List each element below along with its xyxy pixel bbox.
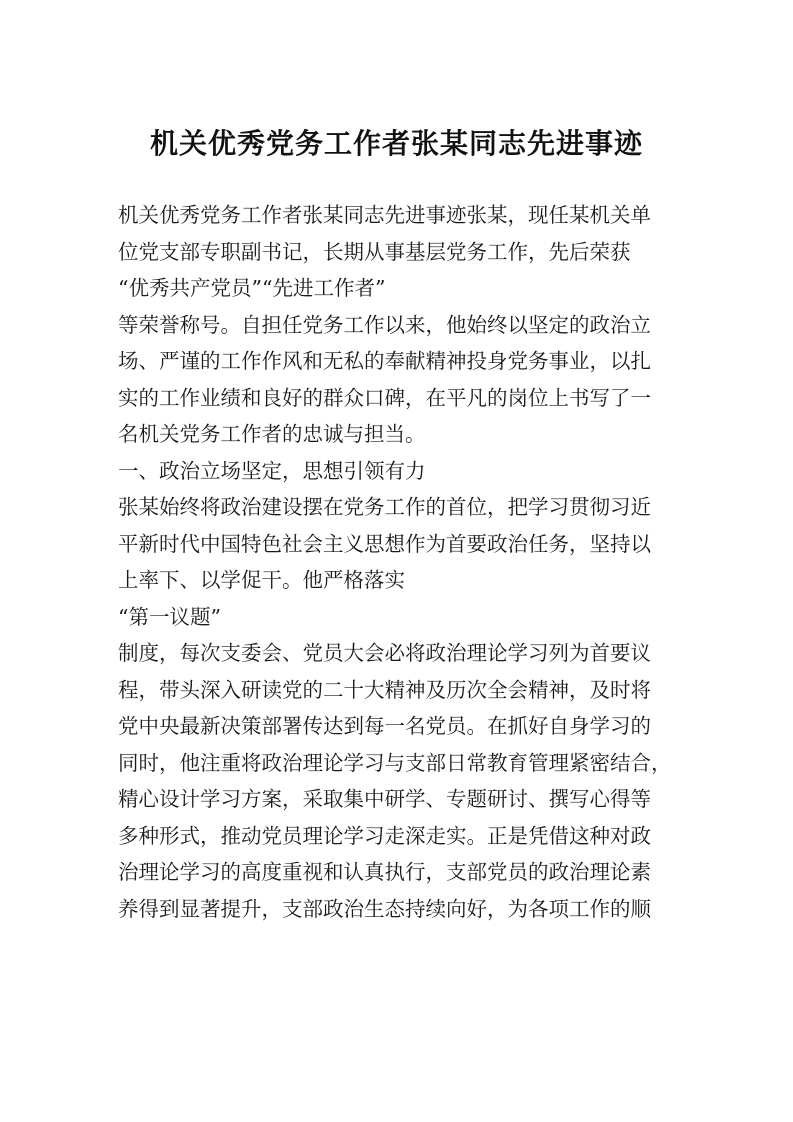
body-line-12: “第一议题” [118,604,221,629]
document-title: 机关优秀党务工作者张某同志先进事迹 [149,127,643,160]
body-line-15: 党中央最新决策部署传达到每一名党员。在抓好自身学习的 [118,714,651,738]
body-line-19: 治理论学习的高度重视和认真执行，支部党员的政治理论素 [118,860,651,884]
body-line-1: 机关优秀党务工作者张某同志先进事迹张某，现任某机关单 [118,203,651,227]
section-heading-1: 一、政治立场坚定，思想引领有力 [118,458,426,483]
body-line-6: 实的工作业绩和良好的群众口碑，在平凡的岗位上书写了一 [118,385,651,410]
body-line-20: 养得到显著提升，支部政治生态持续向好，为各项工作的顺 [118,896,651,921]
body-line-3: “优秀共产党员”“先进工作者” [118,276,386,300]
body-line-10: 平新时代中国特色社会主义思想作为首要政治任务，坚持以 [118,531,651,556]
body-line-5: 场、严谨的工作作风和无私的奉献精神投身党务事业，以扎 [118,349,651,373]
body-line-16: 同时，他注重将政治理论学习与支部日常教育管理紧密结合， [118,750,672,775]
body-line-14: 程，带头深入研读党的二十大精神及历次全会精神，及时将 [118,677,651,702]
body-line-2: 位党支部专职副书记，长期从事基层党务工作，先后荣获 [118,239,631,264]
body-line-4: 等荣誉称号。自担任党务工作以来，他始终以坚定的政治立 [118,312,651,337]
body-line-11: 上率下、以学促干。他严格落实 [118,568,405,592]
body-line-7: 名机关党务工作者的忠诚与担当。 [118,422,426,446]
document-body [118,197,688,927]
body-line-13: 制度，每次支委会、党员大会必将政治理论学习列为首要议 [118,641,651,665]
body-line-17: 精心设计学习方案，采取集中研学、专题研讨、撰写心得等 [118,787,651,811]
body-line-9: 张某始终将政治建设摆在党务工作的首位，把学习贯彻习近 [118,495,651,519]
body-line-18: 多种形式，推动党员理论学习走深走实。正是凭借这种对政 [118,823,651,848]
